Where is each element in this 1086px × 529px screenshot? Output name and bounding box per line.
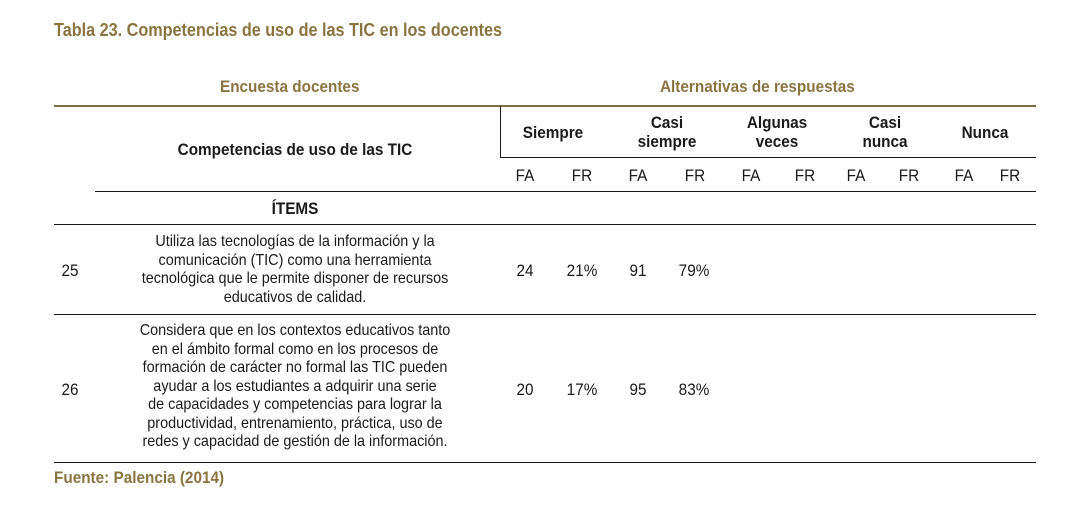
cell-casi-siempre-fa: 95 [629, 380, 647, 399]
subheader-fr: FR [571, 166, 593, 185]
cell-siempre-fr: 17% [566, 380, 598, 399]
row-description: Utiliza las tecnologías de la información y la comunicación (TIC) como una herramienta tecnológica que le permite disponer de recursos educativos de calidad. [141, 233, 449, 306]
group-header-survey: Encuesta docentes [220, 77, 360, 96]
items-label: ÍTEMS [271, 199, 319, 218]
row-id: 25 [61, 261, 79, 280]
cell-casi-siempre-fa: 91 [629, 261, 647, 280]
subheader-fr: FR [684, 166, 706, 185]
cell-casi-siempre-fr: 83% [678, 380, 710, 399]
row-description: Considera que en los contextos educativos tanto en el ámbito formal como en los procesos de formación de carácter no formal las TIC pueden ayudar a los estudiantes a adquirir una serie de capacidades y competencias para lograr la productividad, entrenamiento, práctica, uso de redes y capacidad de gestión de la información. [139, 322, 451, 450]
row-id: 26 [61, 380, 79, 399]
competencias-header: Competencias de uso de las TIC [177, 140, 413, 159]
subheader-fa: FA [741, 166, 761, 185]
row-rule [54, 314, 1036, 315]
items-rule [54, 224, 1036, 225]
subheader-fa: FA [954, 166, 974, 185]
table-source: Fuente: Palencia (2014) [54, 468, 225, 487]
top-rule [54, 105, 1036, 107]
subheader-fr: FR [999, 166, 1021, 185]
col-header-casi-nunca: Casi nunca [862, 113, 908, 151]
subheader-rule [500, 157, 1036, 158]
bottom-rule [54, 462, 1036, 463]
header-divider [500, 106, 501, 157]
header-rule [95, 191, 1036, 192]
col-header-nunca: Nunca [961, 123, 1009, 142]
col-header-algunas-veces: Algunas veces [746, 113, 808, 151]
subheader-fr: FR [898, 166, 920, 185]
group-header-alternatives: Alternativas de respuestas [660, 77, 855, 96]
cell-siempre-fr: 21% [566, 261, 598, 280]
subheader-fa: FA [515, 166, 535, 185]
subheader-fa: FA [628, 166, 648, 185]
col-header-casi-siempre: Casi siempre [637, 113, 697, 151]
subheader-fr: FR [794, 166, 816, 185]
subheader-fa: FA [846, 166, 866, 185]
cell-casi-siempre-fr: 79% [678, 261, 710, 280]
table-caption: Tabla 23. Competencias de uso de las TIC en los docentes [54, 20, 503, 40]
cell-siempre-fa: 24 [516, 261, 534, 280]
cell-siempre-fa: 20 [516, 380, 534, 399]
col-header-siempre: Siempre [522, 123, 584, 142]
